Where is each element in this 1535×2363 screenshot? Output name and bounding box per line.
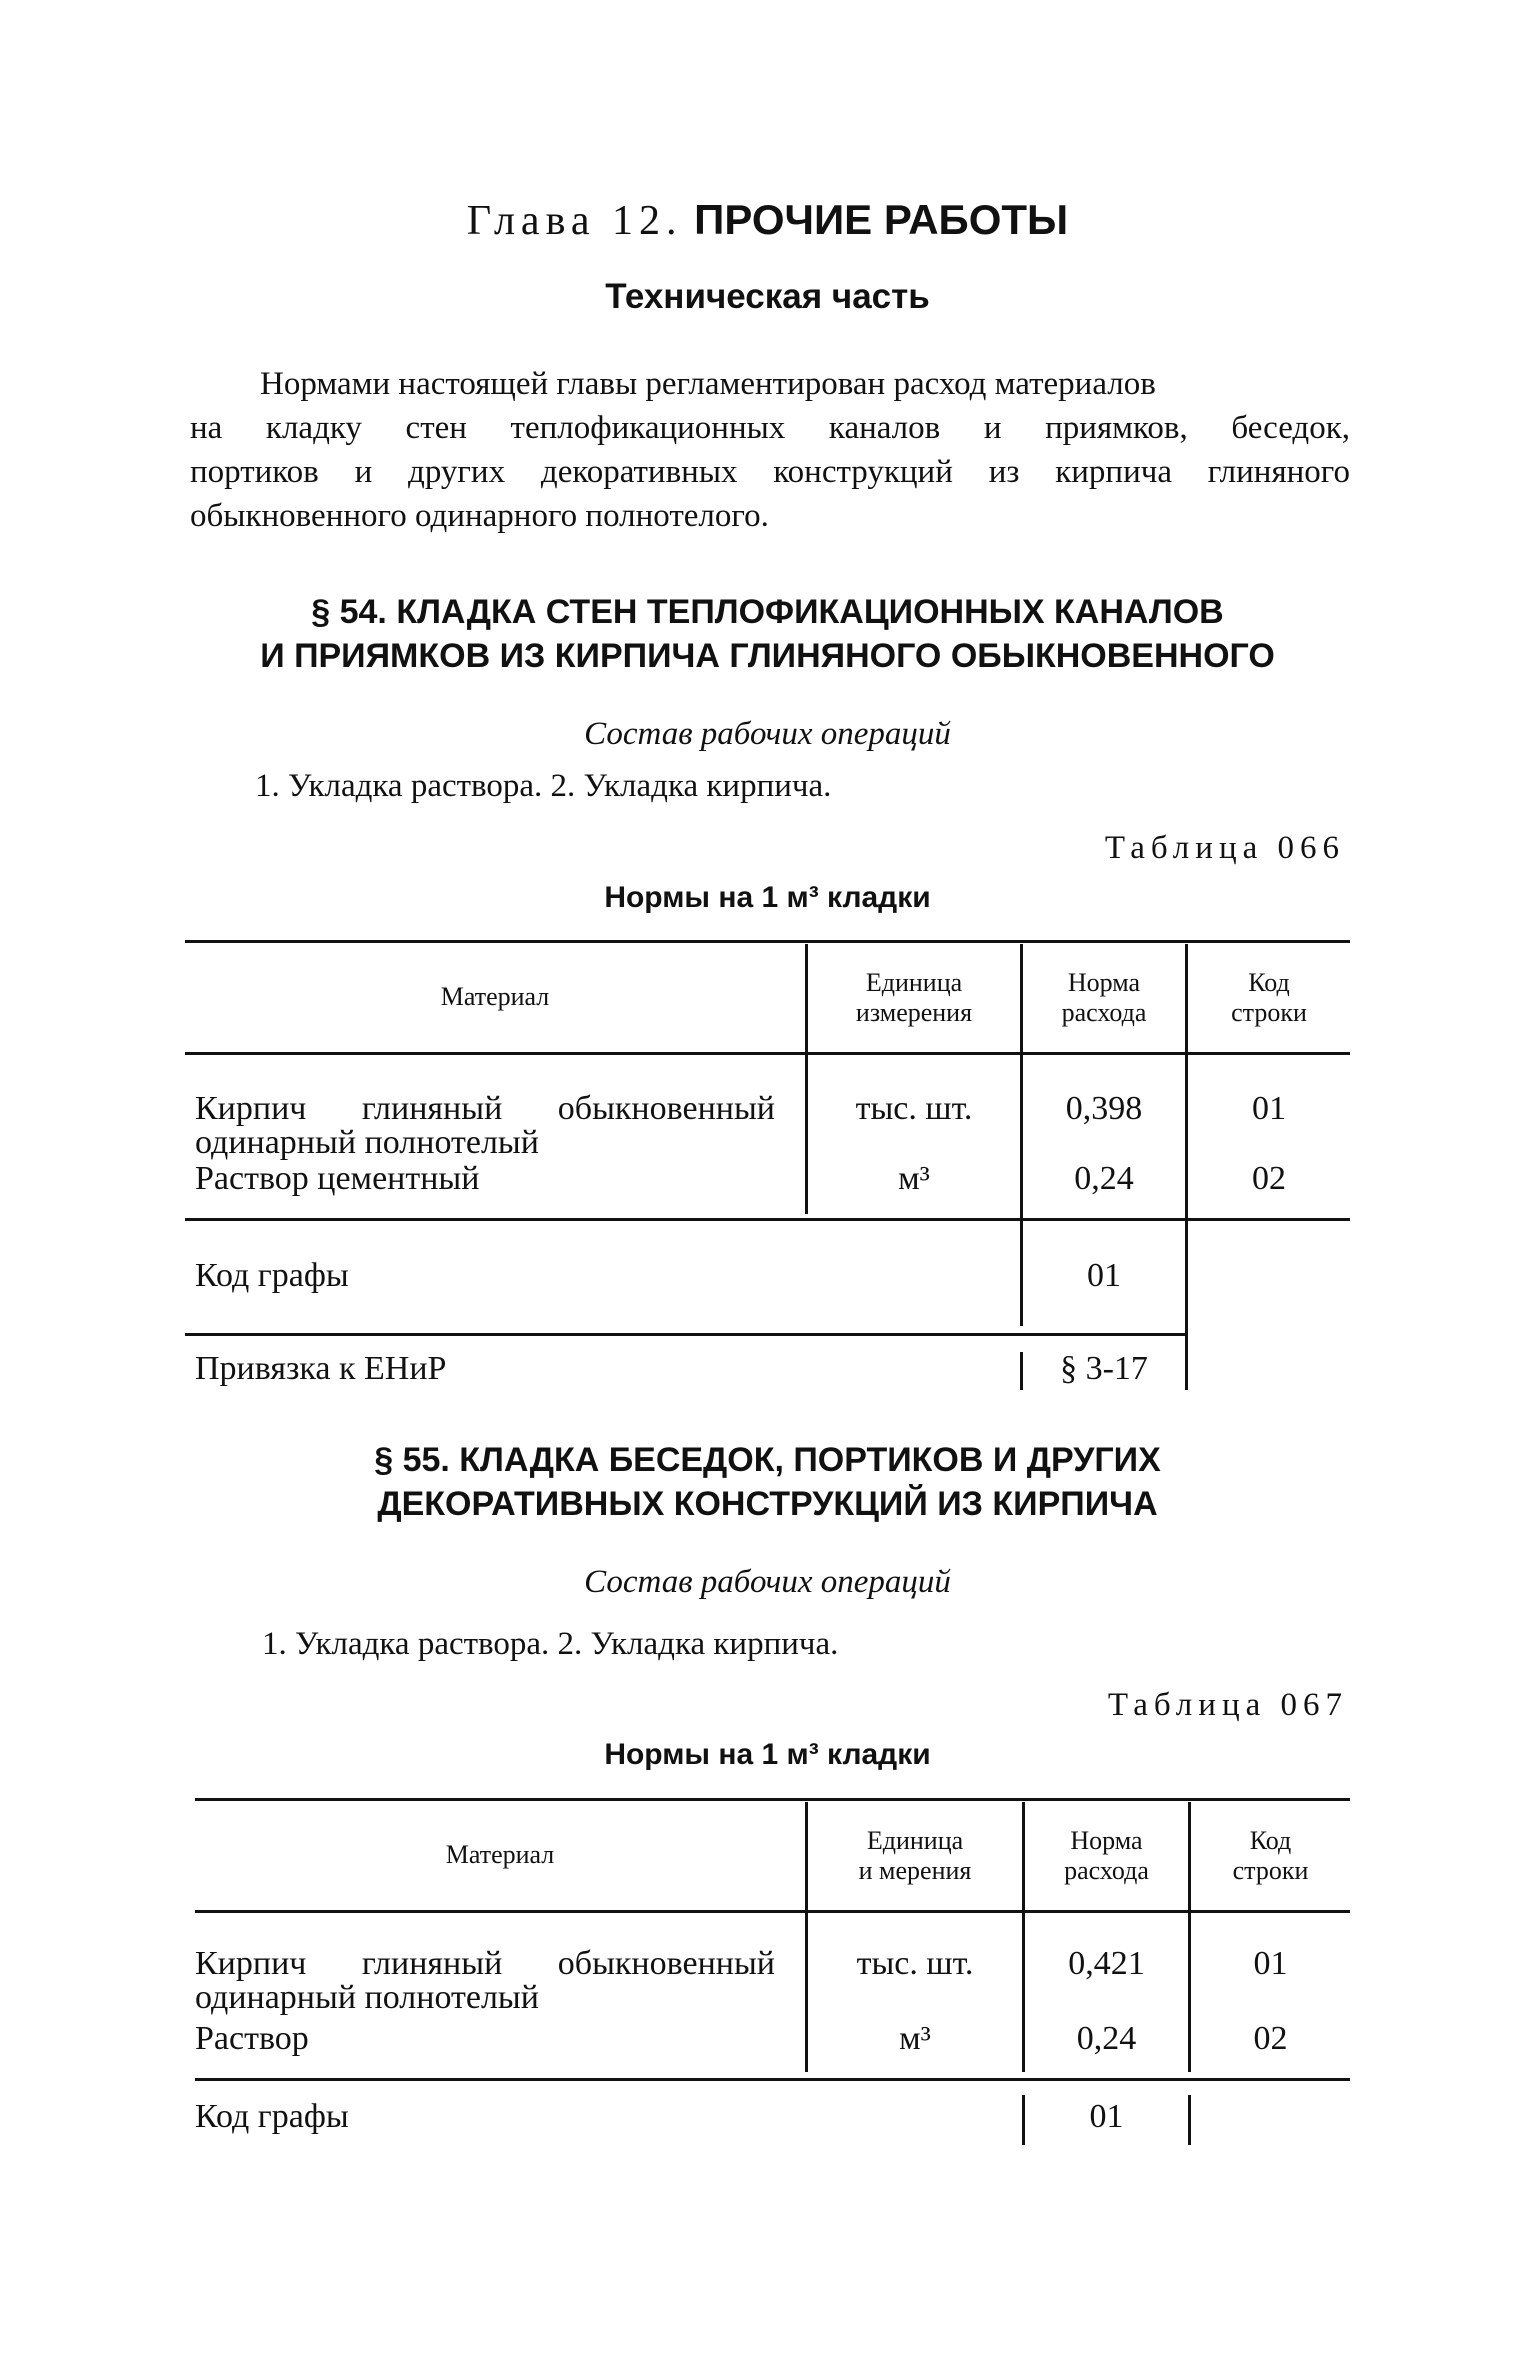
section-heading-line: § 55. КЛАДКА БЕСЕДОК, ПОРТИКОВ И ДРУГИХ xyxy=(374,1441,1161,1479)
section-heading-line: § 54. КЛАДКА СТЕН ТЕПЛОФИКАЦИОННЫХ КАНАЛОВ xyxy=(311,593,1224,631)
intro-line: Нормами настоящей главы регламентирован расход материалов xyxy=(260,366,1156,402)
section-heading xyxy=(0,1438,1535,1526)
chapter-heading xyxy=(0,195,1535,246)
chapter-subtitle: Техническая часть xyxy=(605,277,930,316)
cell-code: 02 xyxy=(1253,2020,1288,2057)
intro-line: на кладку стен теплофикационных каналов и приямков, беседок, xyxy=(190,410,1350,446)
table-row: Раствор цементный xyxy=(195,1160,480,1197)
cell-norm: 0,421 xyxy=(1068,1945,1145,1982)
chapter-prefix: Глава 12. xyxy=(466,198,683,244)
table-row: Кирпич глиняный обыкновенный одинарный полнотелый xyxy=(195,1945,775,2016)
section-heading xyxy=(0,590,1535,678)
cell-code: 02 xyxy=(1252,1160,1286,1197)
header-code: Код строки xyxy=(1231,968,1307,1027)
footer-code-label: Код графы xyxy=(195,2098,349,2135)
table-title: Нормы на 1 м³ кладки xyxy=(604,1738,931,1771)
intro-line: обыкновенного одинарного полнотелого. xyxy=(190,498,769,534)
section-heading-line: И ПРИЯМКОВ ИЗ КИРПИЧА ГЛИНЯНОГО ОБЫКНОВЕННОГО xyxy=(260,637,1275,675)
table-row: Раствор xyxy=(195,2020,309,2057)
ops-list: 1. Укладка раствора. 2. Укладка кирпича. xyxy=(255,768,832,804)
footer-ref-value: § 3-17 xyxy=(1060,1350,1148,1387)
cell-norm: 0,24 xyxy=(1074,1160,1134,1197)
cell-code: 01 xyxy=(1252,1090,1286,1127)
table-title: Нормы на 1 м³ кладки xyxy=(604,881,931,914)
ops-title: Состав рабочих операций xyxy=(584,1564,951,1600)
footer-ref-label: Привязка к ЕНиР xyxy=(195,1350,447,1387)
section-heading-line: ДЕКОРАТИВНЫХ КОНСТРУКЦИЙ ИЗ КИРПИЧА xyxy=(377,1485,1158,1523)
header-norm: Норма расхода xyxy=(1061,968,1147,1027)
ops-list: 1. Укладка раствора. 2. Укладка кирпича. xyxy=(262,1626,839,1662)
header-unit: Единица измерения xyxy=(855,968,973,1027)
footer-code-label: Код графы xyxy=(195,1257,349,1294)
cell-unit: тыс. шт. xyxy=(855,1090,973,1127)
cell-unit: м³ xyxy=(898,1160,930,1197)
intro-line: портиков и других декоративных конструкций из кирпича глиняного xyxy=(190,454,1350,490)
cell-unit: тыс. шт. xyxy=(856,1945,974,1982)
footer-code-value: 01 xyxy=(1089,2098,1124,2135)
header-unit: Единица и мерения xyxy=(858,1826,972,1885)
chapter-title: ПРОЧИЕ РАБОТЫ xyxy=(694,196,1069,243)
cell-norm: 0,398 xyxy=(1065,1090,1143,1127)
header-norm: Норма расхода xyxy=(1064,1826,1149,1885)
cell-code: 01 xyxy=(1253,1945,1288,1982)
header-material: Материал xyxy=(440,982,550,1011)
header-code: Код строки xyxy=(1232,1826,1309,1885)
cell-unit: м³ xyxy=(899,2020,931,2057)
header-material: Материал xyxy=(445,1840,555,1869)
table-row: Кирпич глиняный обыкновенный одинарный полнотелый xyxy=(195,1090,775,1161)
intro-paragraph xyxy=(190,362,1350,538)
cell-norm: 0,24 xyxy=(1076,2020,1137,2057)
table-label: Таблица 066 xyxy=(1104,830,1345,866)
table-label: Таблица 067 xyxy=(1107,1687,1348,1723)
ops-title: Состав рабочих операций xyxy=(584,716,951,752)
footer-code-value: 01 xyxy=(1087,1257,1121,1294)
